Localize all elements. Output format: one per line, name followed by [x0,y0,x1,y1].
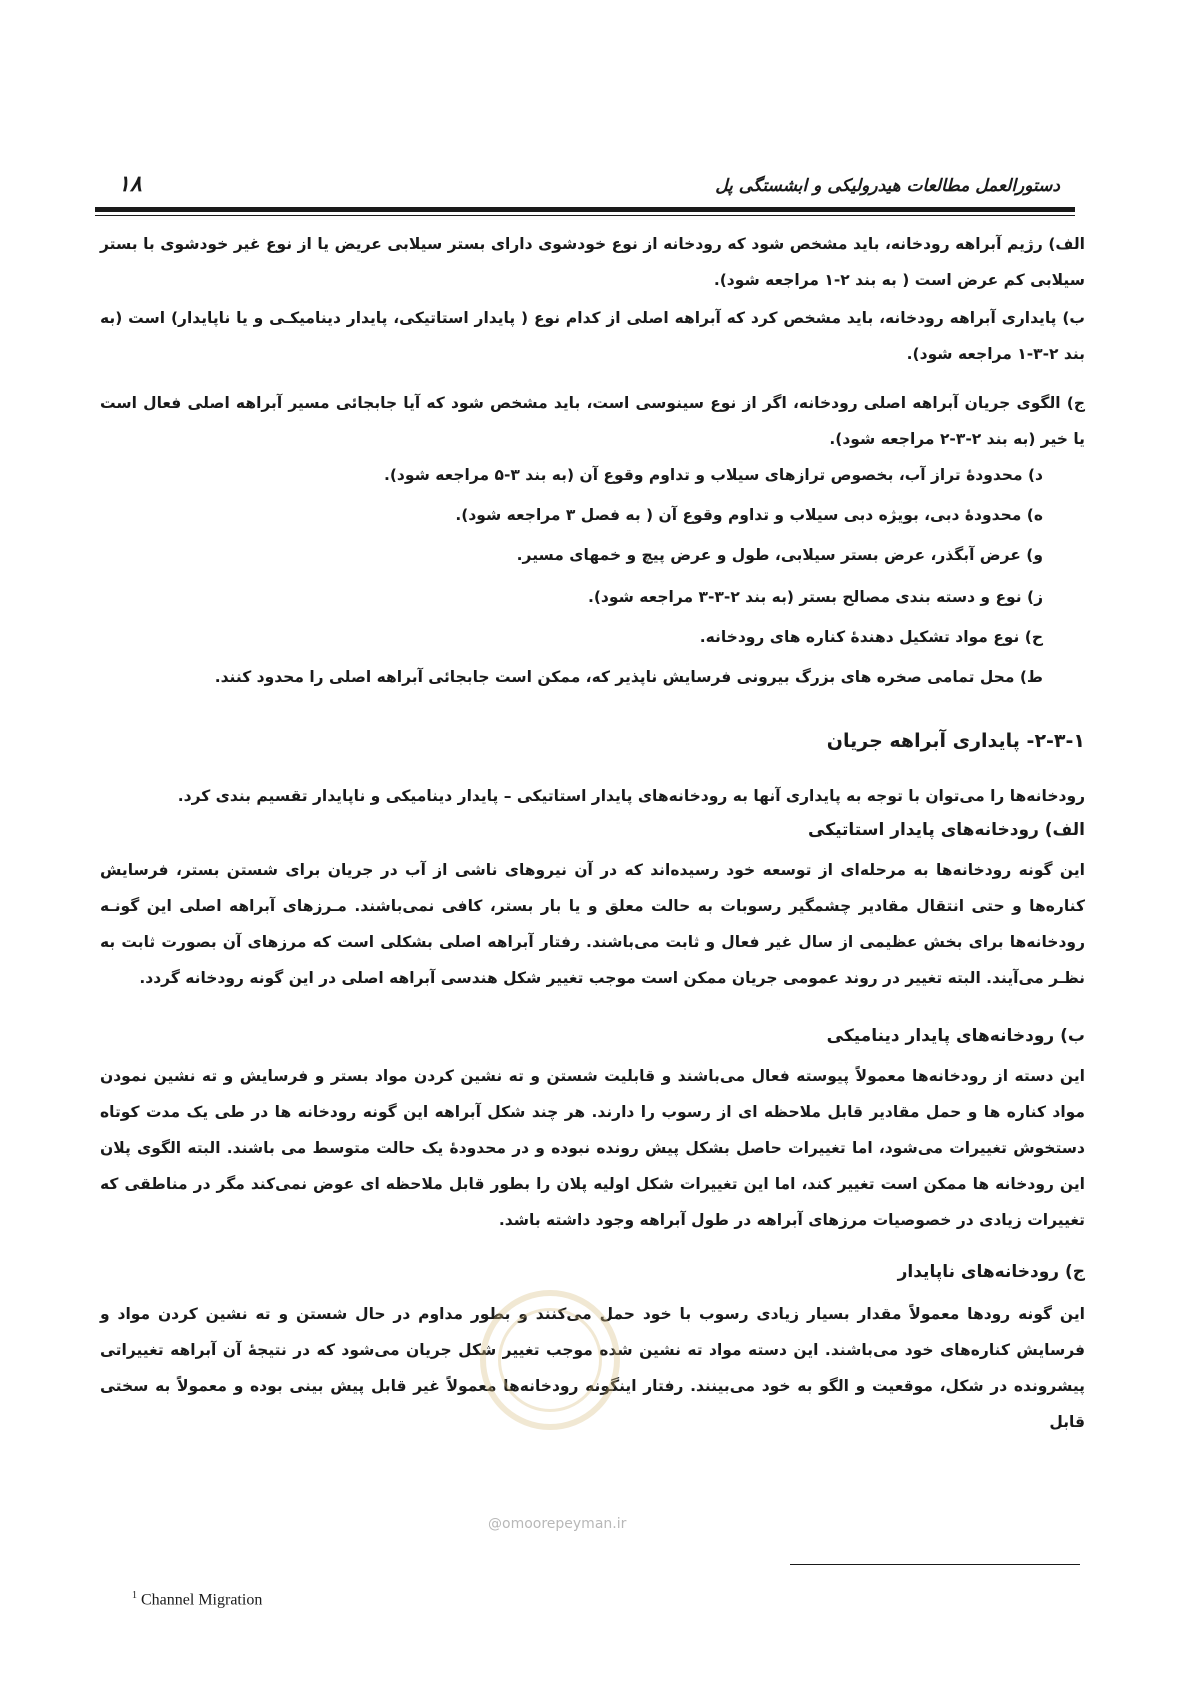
footnote [132,1590,262,1609]
footnote-rule [790,1564,1080,1565]
sub-heading-dynamic: ب) رودخانه‌های پایدار دینامیکی [826,1026,1085,1046]
intro-item-c: ج) الگوی جریان آبراهه اصلی رودخانه، اگر از نوع سینوسی است، باید مشخص شود که آیا جابجائی مسیر آبراهه اصلی فعال است یا خیر (به بند ۲-۳-۲ مراجعه شود). [100,394,1085,448]
header-rule-thin [95,215,1075,216]
footnote-marker: 1 [132,1590,137,1601]
section-heading: ۲-۳-۱- پایداری آبراهه جریان [826,730,1085,752]
sub-text-static: این گونه رودخانه‌ها به مرحله‌ای از توسعه خود رسیده‌اند که در آن نیروهای ناشی از آب در جریان برای شستن بستر، فرسایش کناره‌ها و حتی انتقال مقادیر چشمگیر رسوبات به حالت معلق و یا بار بستر، کافی نمی‌باشند. مـرزهای آبراهه اصلی این گونـه رودخانه‌ها برای بخش عظیمی از سال غیر فعال و ثابت می‌باشند. رفتار آبراهه اصلی بشکلی است که مرزهای آن بصورت ثابت به نظـر می‌آیند. البته تغییر در روند عمومی جریان ممکن است موجب تغییر شکل هندسی آبراهه اصلی در این گونه رودخانه گردد. [100,861,1085,987]
running-header-title: دستورالعمل مطالعات هیدرولیکی و ابشستگی پل [715,176,1060,196]
list-item-d: د) محدودهٔ تراز آب، بخصوص ترازهای سیلاب و تداوم وقوع آن (به بند ۳-۵ مراجعه شود). [383,466,1043,484]
header-rule-thick [95,207,1075,212]
watermark-text: @omoorepeyman.ir [488,1516,627,1532]
intro-item-b: ب) پایداری آبراهه رودخانه، باید مشخص کرد که آبراهه اصلی از کدام نوع ( پایدار استاتیکی، پایدار دینامیکـی و یا ناپایدار) است (به بند ۲-۳-۱ مراجعه شود). [100,309,1085,363]
list-item-h: ح) نوع مواد تشکیل دهندهٔ کناره های رودخانه. [699,628,1043,646]
page-number: ۱۸ [118,172,142,197]
watermark-seal-inner [498,1308,602,1412]
footnote-text: Channel Migration [141,1591,263,1609]
list-item-i: ط) محل تمامی صخره های بزرگ بیرونی فرسایش ناپذیر که، ممکن است جابجائی آبراهه اصلی را محدود کنند. [214,668,1043,686]
sub-text-unstable: این گونه رودها معمولاً مقدار بسیار زیادی رسوب با خود حمل می‌کنند و بطور مداوم در حال شستن و ته نشین کردن مواد و فرسایش کناره‌های خود می‌باشند. این دسته مواد ته نشین شده موجب تغییر شکل جریان می‌شود که در نتیجهٔ آن آبراهه تغییراتی پیشرونده در شکل، موقعیت و الگو به خود می‌بینند. رفتار اینگونه رودخانه‌ها معمولاً غیر قابل پیش بینی بوده و معمولاً به سختی قابل [100,1305,1085,1431]
list-item-f: و) عرض آبگذر، عرض بستر سیلابی، طول و عرض پیچ و خمهای مسیر. [516,546,1043,564]
sub-text-dynamic: این دسته از رودخانه‌ها معمولاً پیوسته فعال می‌باشند و قابلیت شستن و ته نشین کردن مواد بستر و فرسایش و ته نشین نمودن مواد کناره ها و حمل مقادیر قابل ملاحظه ای از رسوب را دارند. هر چند شکل آبراهه این گونه رودخانه ها در طی یک مدت کوتاه دستخوش تغییرات می‌شود، اما تغییرات حاصل بشکل پیش رونده نبوده و در محدودهٔ یک حالت متوسط می باشند. البته الگوی پلان این رودخانه ها ممکن است تغییر کند، اما این تغییرات شکل اولیه پلان را بطور قابل ملاحظه ای عوض نمی‌کند مگر در مناطقی که تغییرات زیادی در خصوصیات مرزهای آبراهه در طول آبراهه وجود داشته باشد. [100,1067,1085,1229]
sub-heading-unstable: ج) رودخانه‌های ناپایدار [897,1262,1085,1282]
intro-item-a: الف) رژیم آبراهه رودخانه، باید مشخص شود که رودخانه از نوع خودشوی دارای بستر سیلابی عریض یا از نوع غیر خودشوی با بستر سیلابی کم عرض است ( به بند ۲-۱ مراجعه شود). [100,235,1085,289]
list-item-g: ز) نوع و دسته بندی مصالح بستر (به بند ۲-۳-۳ مراجعه شود). [587,588,1043,606]
sub-heading-static: الف) رودخانه‌های پایدار استاتیکی [808,820,1085,840]
section-intro: رودخانه‌ها را می‌توان با توجه به پایداری آنها به رودخانه‌های پایدار استاتیکی – پایدار دینامیکی و ناپایدار تقسیم بندی کرد. [177,787,1085,805]
list-item-e: ه) محدودهٔ دبی، بویژه دبی سیلاب و تداوم وقوع آن ( به فصل ۳ مراجعه شود). [455,506,1043,524]
